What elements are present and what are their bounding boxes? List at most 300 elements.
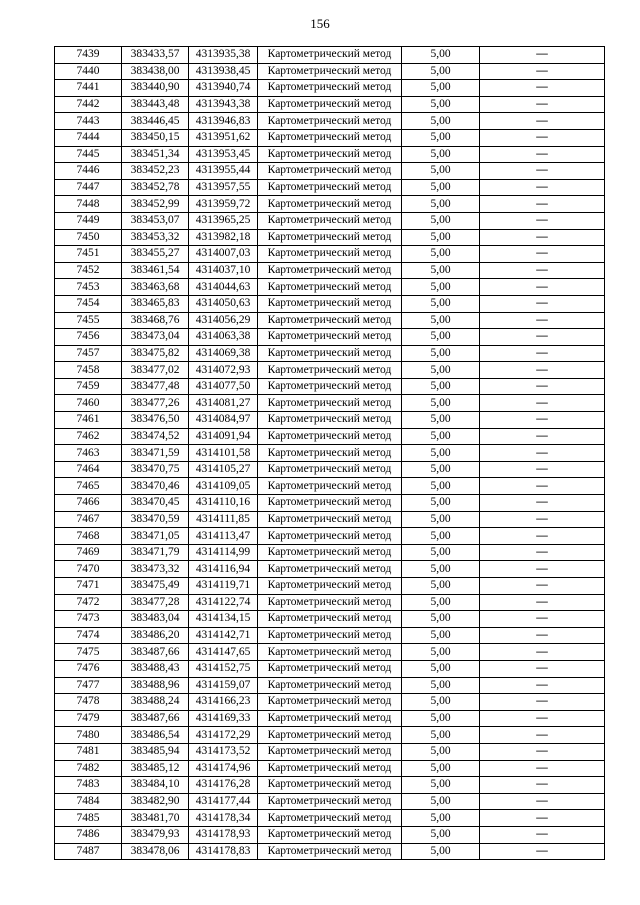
- table-row: [55, 96, 605, 113]
- accuracy-cell: 5,00: [402, 810, 480, 827]
- accuracy-cell: 5,00: [402, 644, 480, 661]
- note-cell: —: [480, 627, 605, 644]
- x-coordinate-cell: 383481,70: [122, 810, 189, 827]
- accuracy-cell: 5,00: [402, 179, 480, 196]
- note-cell: —: [480, 544, 605, 561]
- x-coordinate-cell: 383483,04: [122, 611, 189, 628]
- accuracy-cell: 5,00: [402, 627, 480, 644]
- x-coordinate-cell: 383485,94: [122, 743, 189, 760]
- y-coordinate-cell: 4314081,27: [189, 395, 258, 412]
- table-row: [55, 743, 605, 760]
- table-row: [55, 229, 605, 246]
- x-coordinate-cell: 383485,12: [122, 760, 189, 777]
- table-row: [55, 80, 605, 97]
- note-cell: —: [480, 578, 605, 595]
- table-row: [55, 843, 605, 860]
- method-cell: Картометрический метод: [258, 445, 402, 462]
- point-number-cell: 7467: [55, 511, 122, 528]
- x-coordinate-cell: 383452,23: [122, 163, 189, 180]
- table-row: [55, 312, 605, 329]
- method-cell: Картометрический метод: [258, 478, 402, 495]
- point-number-cell: 7449: [55, 212, 122, 229]
- method-cell: Картометрический метод: [258, 262, 402, 279]
- note-cell: —: [480, 743, 605, 760]
- table-row: [55, 63, 605, 80]
- point-number-cell: 7482: [55, 760, 122, 777]
- accuracy-cell: 5,00: [402, 428, 480, 445]
- accuracy-cell: 5,00: [402, 146, 480, 163]
- point-number-cell: 7477: [55, 677, 122, 694]
- x-coordinate-cell: 383443,48: [122, 96, 189, 113]
- x-coordinate-cell: 383486,54: [122, 727, 189, 744]
- note-cell: —: [480, 677, 605, 694]
- note-cell: —: [480, 611, 605, 628]
- x-coordinate-cell: 383471,05: [122, 528, 189, 545]
- method-cell: Картометрический метод: [258, 378, 402, 395]
- table-row: [55, 295, 605, 312]
- x-coordinate-cell: 383451,34: [122, 146, 189, 163]
- table-row: [55, 345, 605, 362]
- x-coordinate-cell: 383478,06: [122, 843, 189, 860]
- accuracy-cell: 5,00: [402, 777, 480, 794]
- point-number-cell: 7475: [55, 644, 122, 661]
- table-row: [55, 163, 605, 180]
- accuracy-cell: 5,00: [402, 694, 480, 711]
- method-cell: Картометрический метод: [258, 660, 402, 677]
- accuracy-cell: 5,00: [402, 395, 480, 412]
- point-number-cell: 7476: [55, 660, 122, 677]
- y-coordinate-cell: 4314077,50: [189, 378, 258, 395]
- point-number-cell: 7466: [55, 495, 122, 512]
- accuracy-cell: 5,00: [402, 80, 480, 97]
- note-cell: —: [480, 793, 605, 810]
- method-cell: Картометрический метод: [258, 47, 402, 64]
- x-coordinate-cell: 383461,54: [122, 262, 189, 279]
- x-coordinate-cell: 383471,79: [122, 544, 189, 561]
- x-coordinate-cell: 383477,28: [122, 594, 189, 611]
- table-row: [55, 727, 605, 744]
- accuracy-cell: 5,00: [402, 760, 480, 777]
- note-cell: —: [480, 727, 605, 744]
- point-number-cell: 7440: [55, 63, 122, 80]
- point-number-cell: 7450: [55, 229, 122, 246]
- note-cell: —: [480, 179, 605, 196]
- method-cell: Картометрический метод: [258, 212, 402, 229]
- x-coordinate-cell: 383453,07: [122, 212, 189, 229]
- accuracy-cell: 5,00: [402, 345, 480, 362]
- table-row: [55, 146, 605, 163]
- accuracy-cell: 5,00: [402, 727, 480, 744]
- note-cell: —: [480, 80, 605, 97]
- accuracy-cell: 5,00: [402, 246, 480, 263]
- note-cell: —: [480, 843, 605, 860]
- accuracy-cell: 5,00: [402, 594, 480, 611]
- table-row: [55, 362, 605, 379]
- accuracy-cell: 5,00: [402, 660, 480, 677]
- y-coordinate-cell: 4314069,38: [189, 345, 258, 362]
- x-coordinate-cell: 383450,15: [122, 129, 189, 146]
- accuracy-cell: 5,00: [402, 163, 480, 180]
- accuracy-cell: 5,00: [402, 412, 480, 429]
- note-cell: —: [480, 47, 605, 64]
- note-cell: —: [480, 594, 605, 611]
- accuracy-cell: 5,00: [402, 196, 480, 213]
- note-cell: —: [480, 345, 605, 362]
- table-row: [55, 113, 605, 130]
- x-coordinate-cell: 383488,43: [122, 660, 189, 677]
- point-number-cell: 7441: [55, 80, 122, 97]
- point-number-cell: 7455: [55, 312, 122, 329]
- note-cell: —: [480, 229, 605, 246]
- accuracy-cell: 5,00: [402, 295, 480, 312]
- method-cell: Картометрический метод: [258, 760, 402, 777]
- note-cell: —: [480, 279, 605, 296]
- note-cell: —: [480, 445, 605, 462]
- x-coordinate-cell: 383479,93: [122, 826, 189, 843]
- y-coordinate-cell: 4313982,18: [189, 229, 258, 246]
- x-coordinate-cell: 383475,82: [122, 345, 189, 362]
- method-cell: Картометрический метод: [258, 395, 402, 412]
- y-coordinate-cell: 4314044,63: [189, 279, 258, 296]
- method-cell: Картометрический метод: [258, 412, 402, 429]
- y-coordinate-cell: 4314159,07: [189, 677, 258, 694]
- note-cell: —: [480, 511, 605, 528]
- note-cell: —: [480, 295, 605, 312]
- y-coordinate-cell: 4314091,94: [189, 428, 258, 445]
- table-row: [55, 329, 605, 346]
- x-coordinate-cell: 383433,57: [122, 47, 189, 64]
- point-number-cell: 7460: [55, 395, 122, 412]
- method-cell: Картометрический метод: [258, 146, 402, 163]
- x-coordinate-cell: 383452,99: [122, 196, 189, 213]
- x-coordinate-cell: 383477,26: [122, 395, 189, 412]
- point-number-cell: 7459: [55, 378, 122, 395]
- table-row: [55, 561, 605, 578]
- y-coordinate-cell: 4314119,71: [189, 578, 258, 595]
- note-cell: —: [480, 246, 605, 263]
- note-cell: —: [480, 129, 605, 146]
- y-coordinate-cell: 4314177,44: [189, 793, 258, 810]
- note-cell: —: [480, 428, 605, 445]
- accuracy-cell: 5,00: [402, 677, 480, 694]
- point-number-cell: 7442: [55, 96, 122, 113]
- note-cell: —: [480, 329, 605, 346]
- table-row: [55, 611, 605, 628]
- accuracy-cell: 5,00: [402, 96, 480, 113]
- point-number-cell: 7481: [55, 743, 122, 760]
- x-coordinate-cell: 383455,27: [122, 246, 189, 263]
- note-cell: —: [480, 312, 605, 329]
- y-coordinate-cell: 4314050,63: [189, 295, 258, 312]
- note-cell: —: [480, 777, 605, 794]
- method-cell: Картометрический метод: [258, 843, 402, 860]
- table-row: [55, 279, 605, 296]
- x-coordinate-cell: 383446,45: [122, 113, 189, 130]
- point-number-cell: 7474: [55, 627, 122, 644]
- y-coordinate-cell: 4313959,72: [189, 196, 258, 213]
- method-cell: Картометрический метод: [258, 229, 402, 246]
- x-coordinate-cell: 383463,68: [122, 279, 189, 296]
- table-row: [55, 578, 605, 595]
- point-number-cell: 7469: [55, 544, 122, 561]
- point-number-cell: 7470: [55, 561, 122, 578]
- y-coordinate-cell: 4314122,74: [189, 594, 258, 611]
- accuracy-cell: 5,00: [402, 743, 480, 760]
- table-row: [55, 196, 605, 213]
- note-cell: —: [480, 710, 605, 727]
- method-cell: Картометрический метод: [258, 179, 402, 196]
- note-cell: —: [480, 561, 605, 578]
- note-cell: —: [480, 96, 605, 113]
- table-row: [55, 710, 605, 727]
- point-number-cell: 7473: [55, 611, 122, 628]
- y-coordinate-cell: 4314142,71: [189, 627, 258, 644]
- y-coordinate-cell: 4314056,29: [189, 312, 258, 329]
- method-cell: Картометрический метод: [258, 743, 402, 760]
- table-row: [55, 677, 605, 694]
- accuracy-cell: 5,00: [402, 611, 480, 628]
- table-row: [55, 694, 605, 711]
- method-cell: Картометрический метод: [258, 428, 402, 445]
- point-number-cell: 7451: [55, 246, 122, 263]
- point-number-cell: 7439: [55, 47, 122, 64]
- note-cell: —: [480, 760, 605, 777]
- x-coordinate-cell: 383470,45: [122, 495, 189, 512]
- x-coordinate-cell: 383471,59: [122, 445, 189, 462]
- point-number-cell: 7458: [55, 362, 122, 379]
- accuracy-cell: 5,00: [402, 329, 480, 346]
- y-coordinate-cell: 4313938,45: [189, 63, 258, 80]
- coordinates-table: [54, 46, 605, 860]
- point-number-cell: 7472: [55, 594, 122, 611]
- table-row: [55, 412, 605, 429]
- point-number-cell: 7446: [55, 163, 122, 180]
- method-cell: Картометрический метод: [258, 295, 402, 312]
- page-number: 156: [310, 16, 330, 31]
- accuracy-cell: 5,00: [402, 362, 480, 379]
- method-cell: Картометрический метод: [258, 544, 402, 561]
- point-number-cell: 7453: [55, 279, 122, 296]
- point-number-cell: 7486: [55, 826, 122, 843]
- table-row: [55, 428, 605, 445]
- y-coordinate-cell: 4314037,10: [189, 262, 258, 279]
- x-coordinate-cell: 383475,49: [122, 578, 189, 595]
- accuracy-cell: 5,00: [402, 710, 480, 727]
- x-coordinate-cell: 383470,46: [122, 478, 189, 495]
- method-cell: Картометрический метод: [258, 677, 402, 694]
- accuracy-cell: 5,00: [402, 113, 480, 130]
- note-cell: —: [480, 461, 605, 478]
- note-cell: —: [480, 395, 605, 412]
- accuracy-cell: 5,00: [402, 129, 480, 146]
- note-cell: —: [480, 163, 605, 180]
- accuracy-cell: 5,00: [402, 279, 480, 296]
- accuracy-cell: 5,00: [402, 511, 480, 528]
- accuracy-cell: 5,00: [402, 63, 480, 80]
- table-row: [55, 395, 605, 412]
- y-coordinate-cell: 4314147,65: [189, 644, 258, 661]
- y-coordinate-cell: 4313953,45: [189, 146, 258, 163]
- x-coordinate-cell: 383453,32: [122, 229, 189, 246]
- method-cell: Картометрический метод: [258, 826, 402, 843]
- x-coordinate-cell: 383470,59: [122, 511, 189, 528]
- method-cell: Картометрический метод: [258, 528, 402, 545]
- point-number-cell: 7487: [55, 843, 122, 860]
- point-number-cell: 7462: [55, 428, 122, 445]
- y-coordinate-cell: 4313946,83: [189, 113, 258, 130]
- point-number-cell: 7452: [55, 262, 122, 279]
- x-coordinate-cell: 383470,75: [122, 461, 189, 478]
- table-row: [55, 47, 605, 64]
- table-row: [55, 777, 605, 794]
- accuracy-cell: 5,00: [402, 478, 480, 495]
- note-cell: —: [480, 362, 605, 379]
- accuracy-cell: 5,00: [402, 495, 480, 512]
- point-number-cell: 7456: [55, 329, 122, 346]
- y-coordinate-cell: 4314063,38: [189, 329, 258, 346]
- y-coordinate-cell: 4313951,62: [189, 129, 258, 146]
- x-coordinate-cell: 383440,90: [122, 80, 189, 97]
- y-coordinate-cell: 4314134,15: [189, 611, 258, 628]
- method-cell: Картометрический метод: [258, 329, 402, 346]
- accuracy-cell: 5,00: [402, 578, 480, 595]
- method-cell: Картометрический метод: [258, 63, 402, 80]
- table-row: [55, 461, 605, 478]
- note-cell: —: [480, 478, 605, 495]
- x-coordinate-cell: 383438,00: [122, 63, 189, 80]
- x-coordinate-cell: 383482,90: [122, 793, 189, 810]
- y-coordinate-cell: 4313935,38: [189, 47, 258, 64]
- y-coordinate-cell: 4314116,94: [189, 561, 258, 578]
- table-row: [55, 826, 605, 843]
- note-cell: —: [480, 495, 605, 512]
- method-cell: Картометрический метод: [258, 611, 402, 628]
- method-cell: Картометрический метод: [258, 594, 402, 611]
- accuracy-cell: 5,00: [402, 826, 480, 843]
- y-coordinate-cell: 4314111,85: [189, 511, 258, 528]
- note-cell: —: [480, 146, 605, 163]
- table-row: [55, 478, 605, 495]
- method-cell: Картометрический метод: [258, 578, 402, 595]
- note-cell: —: [480, 660, 605, 677]
- table-row: [55, 129, 605, 146]
- accuracy-cell: 5,00: [402, 312, 480, 329]
- y-coordinate-cell: 4314084,97: [189, 412, 258, 429]
- accuracy-cell: 5,00: [402, 212, 480, 229]
- note-cell: —: [480, 63, 605, 80]
- table-row: [55, 246, 605, 263]
- x-coordinate-cell: 383476,50: [122, 412, 189, 429]
- point-number-cell: 7479: [55, 710, 122, 727]
- table-row: [55, 544, 605, 561]
- point-number-cell: 7483: [55, 777, 122, 794]
- table-row: [55, 810, 605, 827]
- x-coordinate-cell: 383488,96: [122, 677, 189, 694]
- x-coordinate-cell: 383474,52: [122, 428, 189, 445]
- x-coordinate-cell: 383484,10: [122, 777, 189, 794]
- y-coordinate-cell: 4313940,74: [189, 80, 258, 97]
- method-cell: Картометрический метод: [258, 163, 402, 180]
- y-coordinate-cell: 4314178,34: [189, 810, 258, 827]
- note-cell: —: [480, 262, 605, 279]
- x-coordinate-cell: 383473,32: [122, 561, 189, 578]
- method-cell: Картометрический метод: [258, 777, 402, 794]
- accuracy-cell: 5,00: [402, 445, 480, 462]
- method-cell: Картометрический метод: [258, 461, 402, 478]
- y-coordinate-cell: 4314176,28: [189, 777, 258, 794]
- note-cell: —: [480, 644, 605, 661]
- y-coordinate-cell: 4314007,03: [189, 246, 258, 263]
- point-number-cell: 7457: [55, 345, 122, 362]
- table-row: [55, 627, 605, 644]
- table-row: [55, 179, 605, 196]
- point-number-cell: 7454: [55, 295, 122, 312]
- method-cell: Картометрический метод: [258, 345, 402, 362]
- y-coordinate-cell: 4314152,75: [189, 660, 258, 677]
- table-row: [55, 511, 605, 528]
- point-number-cell: 7463: [55, 445, 122, 462]
- method-cell: Картометрический метод: [258, 129, 402, 146]
- method-cell: Картометрический метод: [258, 793, 402, 810]
- point-number-cell: 7443: [55, 113, 122, 130]
- x-coordinate-cell: 383477,02: [122, 362, 189, 379]
- x-coordinate-cell: 383468,76: [122, 312, 189, 329]
- accuracy-cell: 5,00: [402, 544, 480, 561]
- y-coordinate-cell: 4313957,55: [189, 179, 258, 196]
- accuracy-cell: 5,00: [402, 229, 480, 246]
- point-number-cell: 7445: [55, 146, 122, 163]
- y-coordinate-cell: 4314172,29: [189, 727, 258, 744]
- method-cell: Картометрический метод: [258, 694, 402, 711]
- table-row: [55, 793, 605, 810]
- note-cell: —: [480, 378, 605, 395]
- point-number-cell: 7448: [55, 196, 122, 213]
- x-coordinate-cell: 383488,24: [122, 694, 189, 711]
- y-coordinate-cell: 4313943,38: [189, 96, 258, 113]
- table-row: [55, 262, 605, 279]
- y-coordinate-cell: 4314169,33: [189, 710, 258, 727]
- table-row: [55, 378, 605, 395]
- x-coordinate-cell: 383487,66: [122, 644, 189, 661]
- point-number-cell: 7480: [55, 727, 122, 744]
- method-cell: Картометрический метод: [258, 710, 402, 727]
- y-coordinate-cell: 4314109,05: [189, 478, 258, 495]
- method-cell: Картометрический метод: [258, 727, 402, 744]
- x-coordinate-cell: 383486,20: [122, 627, 189, 644]
- y-coordinate-cell: 4314105,27: [189, 461, 258, 478]
- point-number-cell: 7447: [55, 179, 122, 196]
- method-cell: Картометрический метод: [258, 80, 402, 97]
- y-coordinate-cell: 4314166,23: [189, 694, 258, 711]
- y-coordinate-cell: 4314114,99: [189, 544, 258, 561]
- method-cell: Картометрический метод: [258, 627, 402, 644]
- method-cell: Картометрический метод: [258, 644, 402, 661]
- table-row: [55, 660, 605, 677]
- note-cell: —: [480, 113, 605, 130]
- x-coordinate-cell: 383465,83: [122, 295, 189, 312]
- note-cell: —: [480, 412, 605, 429]
- y-coordinate-cell: 4314178,83: [189, 843, 258, 860]
- note-cell: —: [480, 212, 605, 229]
- method-cell: Картометрический метод: [258, 362, 402, 379]
- accuracy-cell: 5,00: [402, 793, 480, 810]
- accuracy-cell: 5,00: [402, 561, 480, 578]
- point-number-cell: 7461: [55, 412, 122, 429]
- y-coordinate-cell: 4313965,25: [189, 212, 258, 229]
- table-row: [55, 644, 605, 661]
- y-coordinate-cell: 4314113,47: [189, 528, 258, 545]
- accuracy-cell: 5,00: [402, 262, 480, 279]
